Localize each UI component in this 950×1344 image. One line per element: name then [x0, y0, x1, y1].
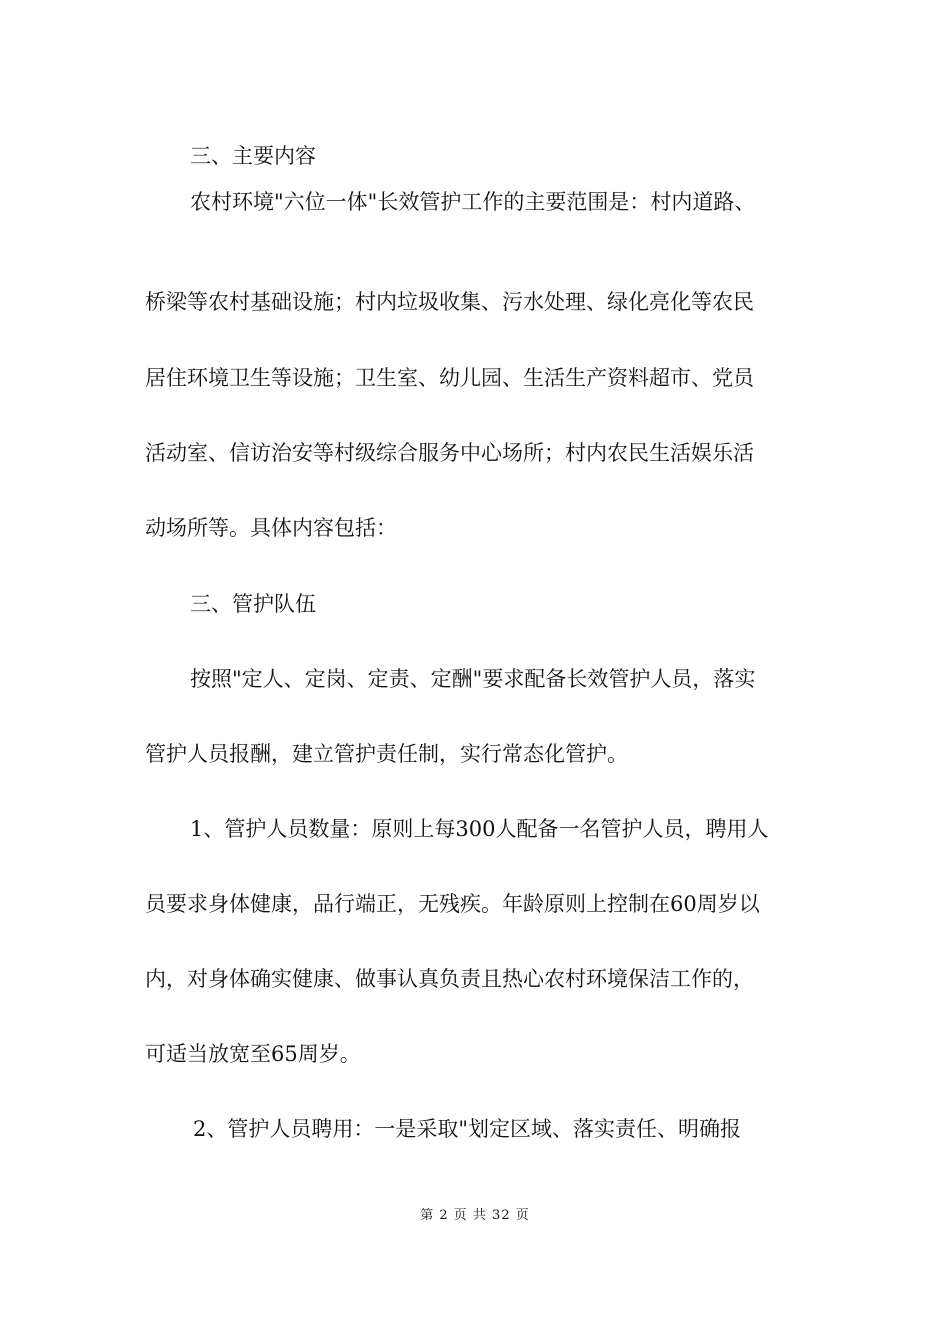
paragraph-line: 可适当放宽至65周岁。 [145, 1042, 361, 1066]
paragraph-line: 内，对身体确实健康、做事认真负责且热心农村环境保洁工作的， [145, 967, 754, 991]
paragraph-line: 管护人员报酬，建立管护责任制，实行常态化管护。 [145, 742, 628, 766]
paragraph-line: 桥梁等农村基础设施；村内垃圾收集、污水处理、绿化亮化等农民 [145, 290, 754, 314]
paragraph-line: 2、管护人员聘用：一是采取"划定区域、落实责任、明确报 [193, 1117, 742, 1141]
paragraph-line: 员要求身体健康，品行端正，无残疾。年龄原则上控制在60周岁以 [145, 892, 760, 916]
page-number-footer: 第 2 页 共 32 页 [420, 1208, 530, 1223]
paragraph-line: 按照"定人、定岗、定责、定酬"要求配备长效管护人员，落实 [190, 667, 756, 691]
paragraph-line: 动场所等。具体内容包括： [145, 516, 397, 540]
paragraph-line: 居住环境卫生等设施；卫生室、幼儿园、生活生产资料超市、党员 [145, 366, 754, 390]
section-heading-main-content: 三、主要内容 [190, 144, 316, 168]
paragraph-line: 农村环境"六位一体"长效管护工作的主要范围是：村内道路、 [190, 190, 756, 214]
paragraph-line: 1、管护人员数量：原则上每300人配备一名管护人员，聘用人 [190, 817, 769, 841]
paragraph-line: 活动室、信访治安等村级综合服务中心场所；村内农民生活娱乐活 [145, 441, 754, 465]
section-heading-management-team: 三、管护队伍 [190, 592, 316, 616]
